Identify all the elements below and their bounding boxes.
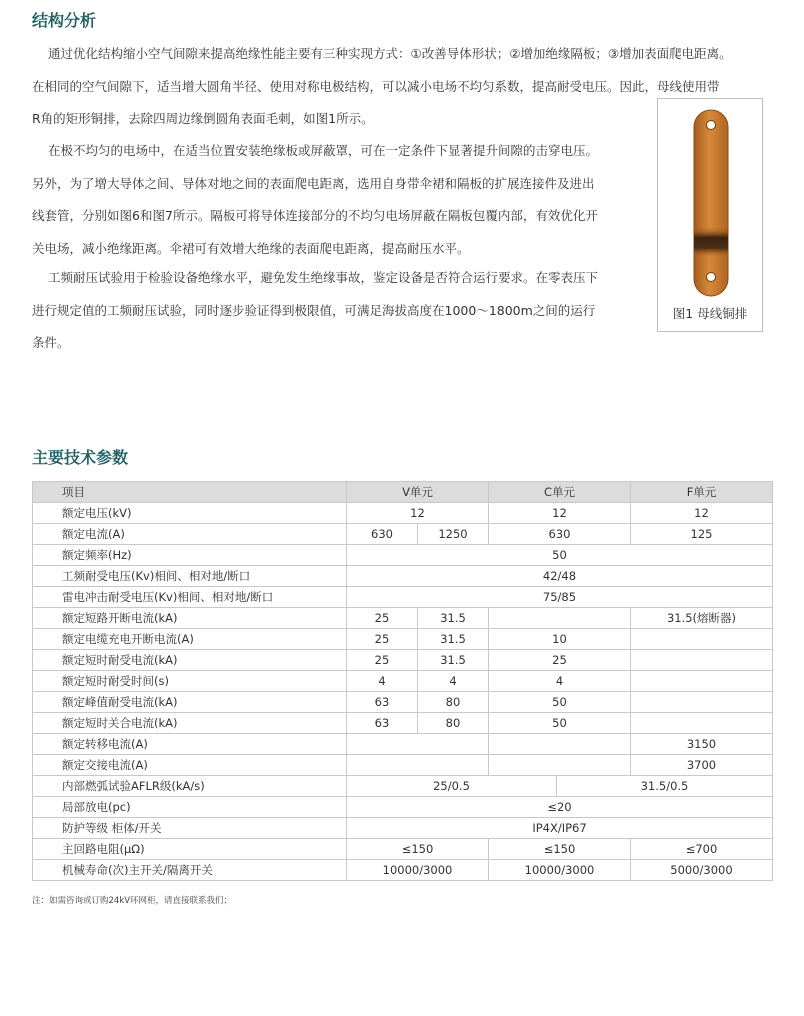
figure-busbar: [657, 98, 763, 332]
row-label: 额定电缆充电开断电流(A): [33, 629, 347, 650]
cell-f: 3150: [631, 734, 773, 755]
cell-all: ≤20: [347, 797, 773, 818]
cell-v: [347, 755, 489, 776]
text-line: 在极不均匀的电场中，在适当位置安装绝缘板或屏蔽罩，可在一定条件下显著提升间隙的击穿电压。: [48, 143, 599, 158]
text-line: 条件。: [32, 335, 70, 350]
cell-f: 12: [631, 503, 773, 524]
table-row: [33, 692, 773, 713]
row-label: 额定短时耐受电流(kA): [33, 650, 347, 671]
cell-all: 75/85: [347, 587, 773, 608]
row-label: 防护等级 柜体/开关: [33, 818, 347, 839]
cell-f: [631, 692, 773, 713]
header-v-unit: V单元: [347, 482, 489, 503]
row-label: 额定电流(A): [33, 524, 347, 545]
cell-v1: 25: [347, 650, 418, 671]
row-label: 内部燃弧试验AFLR级(kA/s): [33, 776, 347, 797]
table-row: [33, 629, 773, 650]
cell-all: 50: [347, 545, 773, 566]
cell-c: 50: [489, 713, 631, 734]
cell-f: 3700: [631, 755, 773, 776]
cell-f: ≤700: [631, 839, 773, 860]
table-row: [33, 776, 773, 797]
cell-f: 31.5(熔断器): [631, 608, 773, 629]
table-row: [33, 503, 773, 524]
cell-c: 10: [489, 629, 631, 650]
cell-v2: 1250: [418, 524, 489, 545]
text-line: 线套管，分别如图6和图7所示。隔板可将导体连接部分的不均匀电场屏蔽在隔板包覆内部，有效优化开: [32, 208, 598, 223]
cell-right: 31.5/0.5: [557, 776, 773, 797]
cell-v2: 31.5: [418, 608, 489, 629]
text-line: R角的矩形铜排，去除四周边缘倒圆角表面毛刺，如图1所示。: [32, 111, 374, 126]
cell-f: [631, 629, 773, 650]
cell-c: ≤150: [489, 839, 631, 860]
table-header-row: [33, 482, 773, 503]
cell-v1: 4: [347, 671, 418, 692]
header-item: 项目: [33, 482, 347, 503]
cell-c: 4: [489, 671, 631, 692]
cell-c: [489, 755, 631, 776]
paragraph-structure-2: [32, 135, 598, 265]
table-row: [33, 545, 773, 566]
row-label: 工频耐受电压(Kv)相间、相对地/断口: [33, 566, 347, 587]
section-title-parameters: 主要技术参数: [32, 448, 129, 467]
text-line: 进行规定值的工频耐压试验，同时逐步验证得到极限值，可满足海拔高度在1000～1800m之间的运行: [32, 302, 596, 318]
text-line: 关电场，减小绝缘距离。伞裙可有效增大绝缘的表面爬电距离，提高耐压水平。: [32, 240, 470, 256]
table-row: [33, 734, 773, 755]
cell-all: 42/48: [347, 566, 773, 587]
cell-f: 5000/3000: [631, 860, 773, 881]
row-label: 机械寿命(次)主开关/隔离开关: [33, 860, 347, 881]
cell-v2: 31.5: [418, 650, 489, 671]
row-label: 额定短时关合电流(kA): [33, 713, 347, 734]
cell-v2: 80: [418, 692, 489, 713]
cell-v2: 31.5: [418, 629, 489, 650]
text-line: 通过优化结构缩小空气间隙来提高绝缘性能主要有三种实现方式：①改善导体形状；②增加绝缘隔板；③增加表面爬电距离。: [48, 46, 732, 61]
table-row: [33, 860, 773, 881]
row-label: 局部放电(pc): [33, 797, 347, 818]
table-row: [33, 608, 773, 629]
table-row: [33, 524, 773, 545]
section-title-structure: 结构分析: [32, 11, 97, 30]
table-row: [33, 797, 773, 818]
header-f-unit: F单元: [631, 482, 773, 503]
cell-c: 10000/3000: [489, 860, 631, 881]
cell-v: ≤150: [347, 839, 489, 860]
table-row: [33, 587, 773, 608]
row-label: 主回路电阻(μΩ): [33, 839, 347, 860]
cell-c: 12: [489, 503, 631, 524]
cell-left: 25/0.5: [347, 776, 557, 797]
text-line: 另外，为了增大导体之间、导体对地之间的表面爬电距离，选用自身带伞裙和隔板的扩展连接件及进出: [32, 175, 595, 191]
cell-v: 12: [347, 503, 489, 524]
cell-v2: 4: [418, 671, 489, 692]
cell-f: [631, 650, 773, 671]
cell-f: 125: [631, 524, 773, 545]
table-row: [33, 713, 773, 734]
table-row: [33, 566, 773, 587]
table-row: [33, 755, 773, 776]
cell-c: [489, 734, 631, 755]
row-label: 额定短路开断电流(kA): [33, 608, 347, 629]
paragraph-structure-3: [32, 262, 598, 360]
cell-v1: 25: [347, 608, 418, 629]
row-label: 额定短时耐受时间(s): [33, 671, 347, 692]
cell-v1: 25: [347, 629, 418, 650]
table-row: [33, 671, 773, 692]
paragraph-structure-1: [32, 38, 732, 136]
spec-table: [32, 481, 773, 881]
table-row: [33, 839, 773, 860]
row-label: 额定峰值耐受电流(kA): [33, 692, 347, 713]
row-label: 额定转移电流(A): [33, 734, 347, 755]
cell-c: 25: [489, 650, 631, 671]
cell-f: [631, 713, 773, 734]
cell-v: 10000/3000: [347, 860, 489, 881]
text-line: 工频耐压试验用于检验设备绝缘水平，避免发生绝缘事故，鉴定设备是否符合运行要求。在零表压下: [48, 270, 599, 285]
header-c-unit: C单元: [489, 482, 631, 503]
row-label: 额定交接电流(A): [33, 755, 347, 776]
copper-busbar-image: [693, 109, 729, 299]
cell-v1: 63: [347, 692, 418, 713]
row-label: 额定频率(Hz): [33, 545, 347, 566]
row-label: 额定电压(kV): [33, 503, 347, 524]
figure-caption: 图1 母线铜排: [672, 306, 748, 321]
cell-c: [489, 608, 631, 629]
cell-c: 50: [489, 692, 631, 713]
table-row: [33, 650, 773, 671]
cell-v1: 63: [347, 713, 418, 734]
cell-f: [631, 671, 773, 692]
row-label: 雷电冲击耐受电压(Kv)相间、相对地/断口: [33, 587, 347, 608]
cell-v2: 80: [418, 713, 489, 734]
cell-v1: 630: [347, 524, 418, 545]
cell-all: IP4X/IP67: [347, 818, 773, 839]
cell-c: 630: [489, 524, 631, 545]
footnote: 注：如需咨询或订购24kV环网柜，请直接联系我们；: [32, 896, 233, 906]
text-line: 在相同的空气间隙下，适当增大圆角半径、使用对称电极结构，可以减小电场不均匀系数，提高耐受电压。因此，母线使用带: [32, 78, 720, 94]
table-row: [33, 818, 773, 839]
cell-v: [347, 734, 489, 755]
